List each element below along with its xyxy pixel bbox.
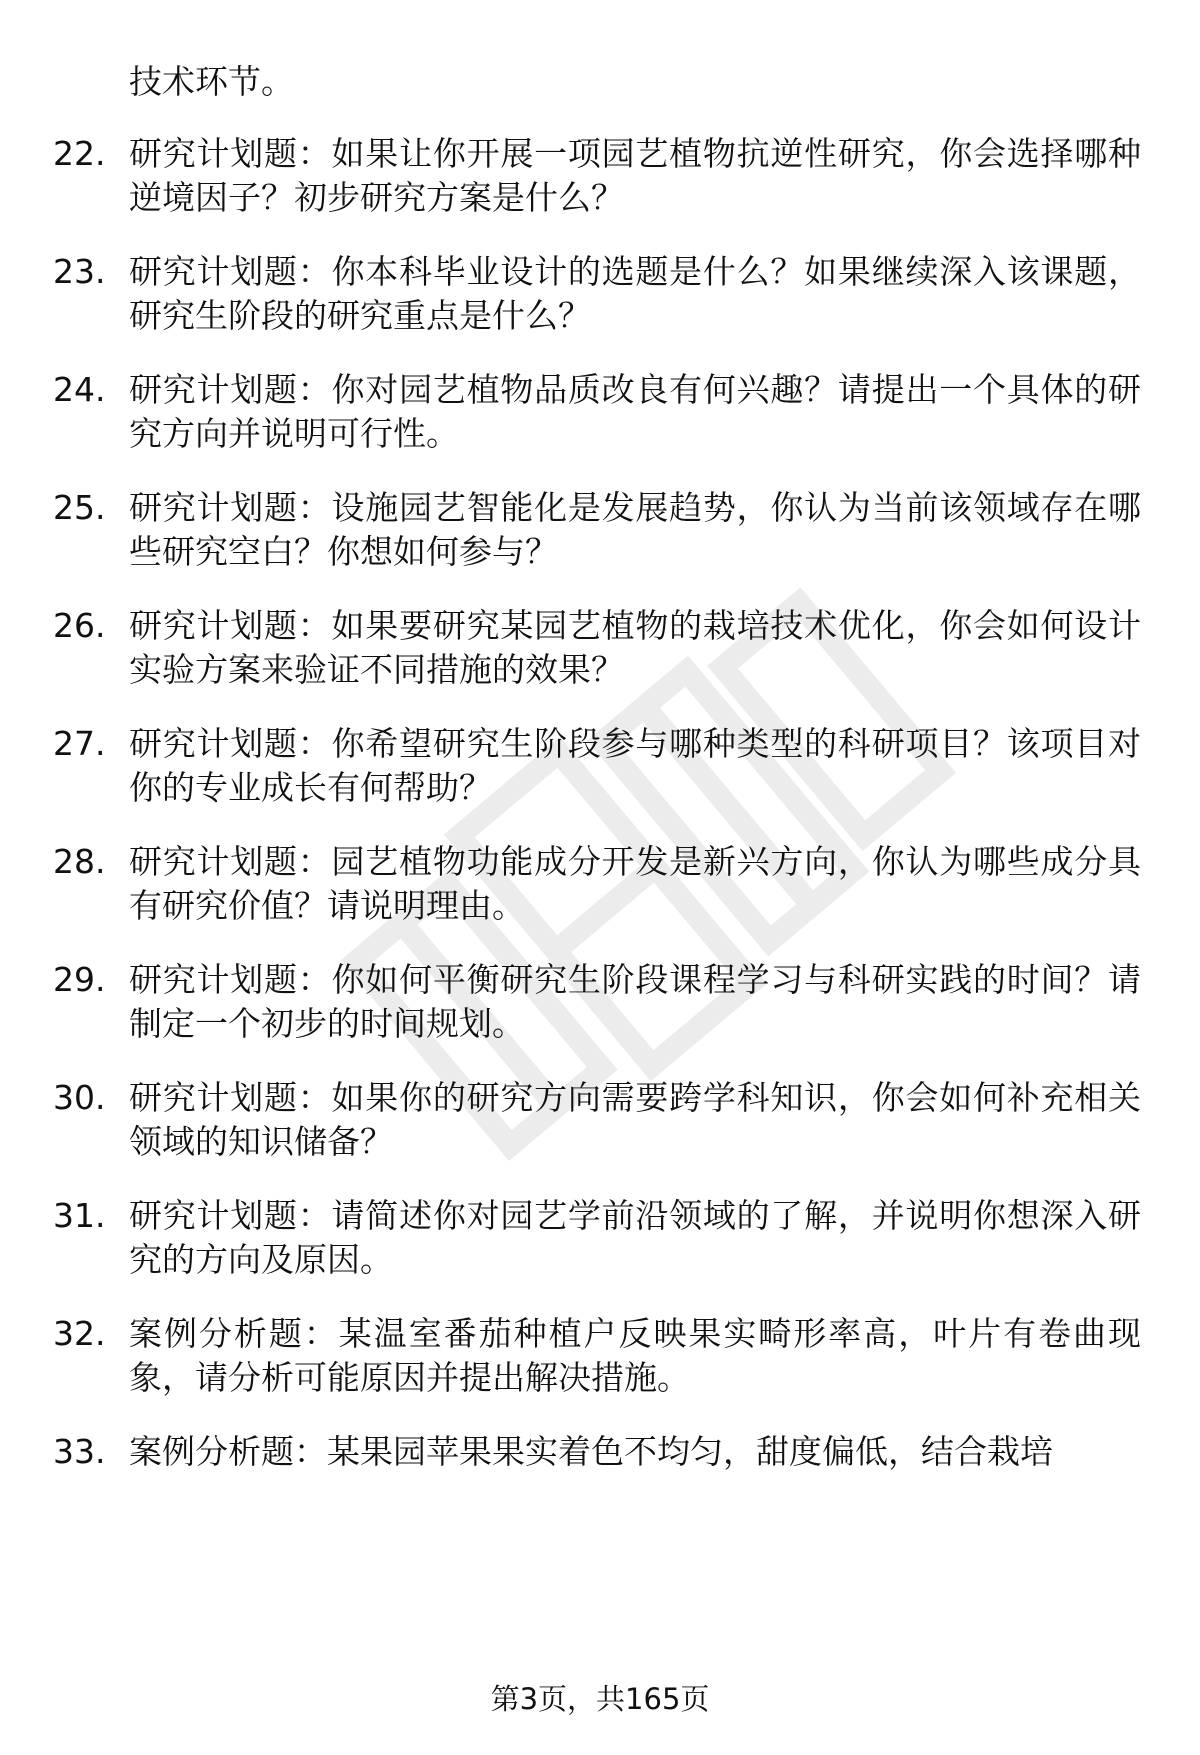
page-footer: 第3页，共165页 — [490, 1682, 710, 1716]
question-number: 31. — [53, 1196, 106, 1235]
continuation-text: 技术环节。 — [129, 62, 294, 101]
question-number: 27. — [53, 724, 106, 763]
question-text: 研究计划题：如果你的研究方向需要跨学科知识，你会如何补充相关领域的知识储备？ — [129, 1078, 1141, 1161]
question-text: 研究计划题：你本科毕业设计的选题是什么？如果继续深入该课题，研究生阶段的研究重点是什么？ — [129, 252, 1141, 335]
question-number: 22. — [53, 134, 106, 173]
question-text: 研究计划题：设施园艺智能化是发展趋势，你认为当前该领域存在哪些研究空白？你想如何参与？ — [129, 488, 1141, 571]
question-number: 23. — [53, 252, 106, 291]
question-text: 研究计划题：园艺植物功能成分开发是新兴方向，你认为哪些成分具有研究价值？请说明理由。 — [129, 842, 1141, 925]
question-number: 30. — [53, 1078, 106, 1117]
question-text: 研究计划题：如果让你开展一项园艺植物抗逆性研究，你会选择哪种逆境因子？初步研究方案是什么？ — [129, 134, 1141, 217]
question-number: 24. — [53, 370, 106, 409]
question-text: 研究计划题：你希望研究生阶段参与哪种类型的科研项目？该项目对你的专业成长有何帮助？ — [129, 724, 1141, 807]
question-text: 案例分析题：某温室番茄种植户反映果实畸形率高，叶片有卷曲现象，请分析可能原因并提出解决措施。 — [129, 1314, 1141, 1397]
question-text: 研究计划题：你对园艺植物品质改良有何兴趣？请提出一个具体的研究方向并说明可行性。 — [129, 370, 1141, 453]
question-number: 29. — [53, 960, 106, 999]
question-number: 26. — [53, 606, 106, 645]
question-number: 32. — [53, 1314, 106, 1353]
question-number: 25. — [53, 488, 106, 527]
question-text: 研究计划题：你如何平衡研究生阶段课程学习与科研实践的时间？请制定一个初步的时间规划。 — [129, 960, 1141, 1043]
question-number: 28. — [53, 842, 106, 881]
question-text: 研究计划题：如果要研究某园艺植物的栽培技术优化，你会如何设计实验方案来验证不同措施的效果？ — [129, 606, 1141, 689]
question-number: 33. — [53, 1432, 106, 1471]
question-text: 研究计划题：请简述你对园艺学前沿领域的了解，并说明你想深入研究的方向及原因。 — [129, 1196, 1141, 1279]
question-text: 案例分析题：某果园苹果果实着色不均匀，甜度偏低，结合栽培 — [129, 1432, 1053, 1471]
